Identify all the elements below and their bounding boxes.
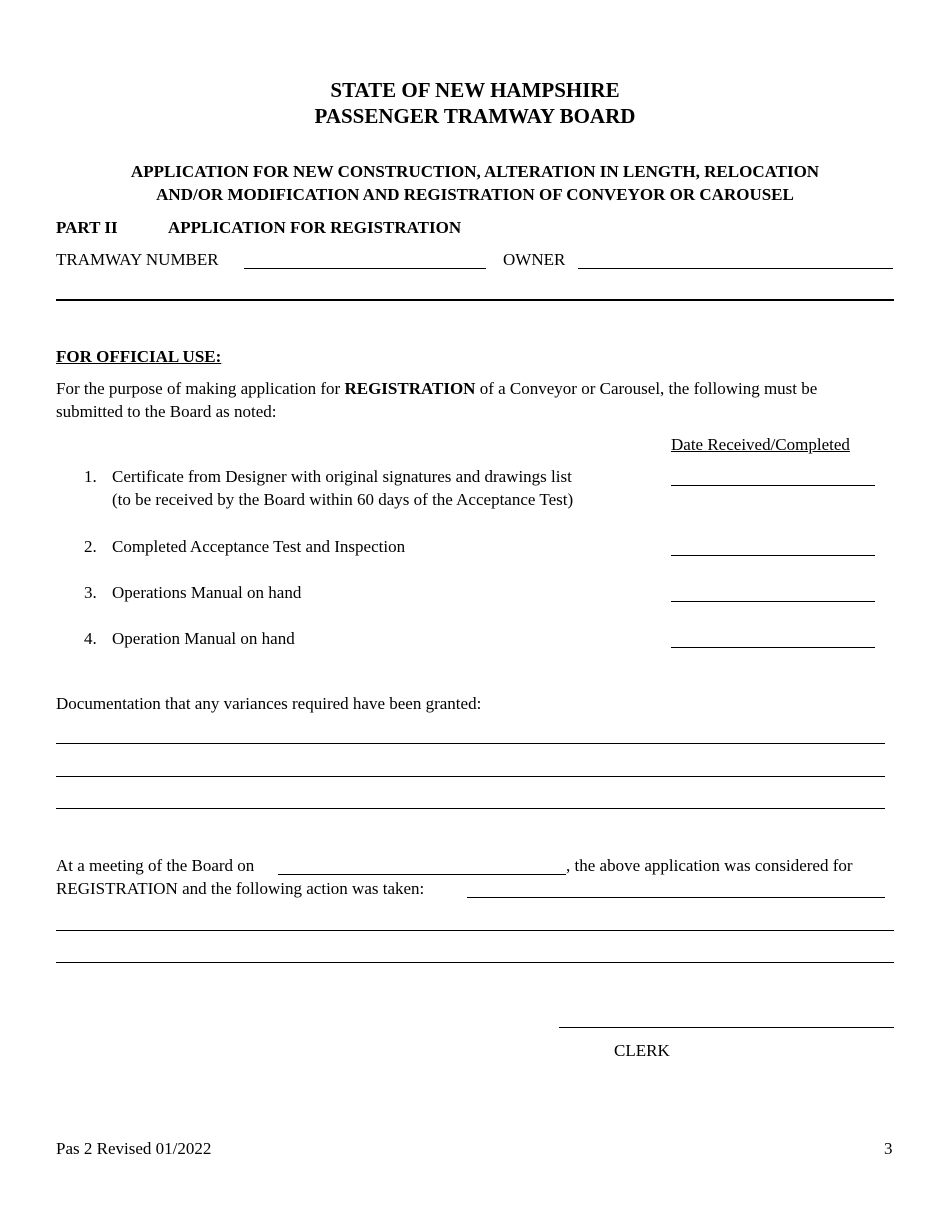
footer-revision: Pas 2 Revised 01/2022 [56,1139,212,1158]
item-2-number: 2. [84,537,97,556]
page-number: 3 [884,1139,893,1158]
item-3-number: 3. [84,583,97,602]
variances-label: Documentation that any variances required have been granted: [56,694,482,713]
intro-text-bold: REGISTRATION [344,379,476,398]
header-subtitle: PASSENGER TRAMWAY BOARD [314,104,636,128]
official-use-heading: FOR OFFICIAL USE: [56,347,222,366]
header-title: STATE OF NEW HAMPSHIRE [330,78,620,102]
meeting-text-post: , the above application was considered for [566,856,853,875]
clerk-signature-field[interactable] [559,1027,894,1028]
meeting-date-field[interactable] [278,874,566,875]
action-taken-field[interactable] [467,897,885,898]
action-line-1[interactable] [56,930,894,931]
item-1-text: Certificate from Designer with original signatures and drawings list [112,467,572,486]
action-line-2[interactable] [56,962,894,963]
application-title-line1: APPLICATION FOR NEW CONSTRUCTION, ALTERATION IN LENGTH, RELOCATION [130,162,820,181]
item-3-text: Operations Manual on hand [112,583,302,602]
item-1-date-field[interactable] [671,485,875,486]
official-intro-line2: submitted to the Board as noted: [56,402,277,421]
part-title: APPLICATION FOR REGISTRATION [168,218,462,237]
item-1-number: 1. [84,467,97,486]
official-intro-line1 [56,379,817,399]
clerk-label: CLERK [614,1041,670,1060]
part-number: PART II [56,218,118,237]
meeting-text-pre: At a meeting of the Board on [56,856,255,875]
item-2-text: Completed Acceptance Test and Inspection [112,537,406,556]
section-divider [56,299,894,301]
tramway-number-field[interactable] [244,268,486,269]
meeting-text-line2: REGISTRATION and the following action was taken: [56,879,425,898]
item-2-date-field[interactable] [671,555,875,556]
tramway-number-label: TRAMWAY NUMBER [56,250,219,269]
item-4-date-field[interactable] [671,647,875,648]
variances-line-1[interactable] [56,743,885,744]
owner-field[interactable] [578,268,893,269]
item-1-text-line2: (to be received by the Board within 60 days of the Acceptance Test) [112,490,574,509]
item-4-number: 4. [84,629,97,648]
variances-line-2[interactable] [56,776,885,777]
intro-text-post: of a Conveyor or Carousel, the following must be [475,379,818,398]
variances-line-3[interactable] [56,808,885,809]
item-3-date-field[interactable] [671,601,875,602]
application-title-line2: AND/OR MODIFICATION AND REGISTRATION OF CONVEYOR OR CAROUSEL [156,185,794,204]
item-4-text: Operation Manual on hand [112,629,295,648]
intro-text-pre: For the purpose of making application for [56,379,345,398]
date-received-header: Date Received/Completed [671,435,850,454]
owner-label: OWNER [503,250,566,269]
